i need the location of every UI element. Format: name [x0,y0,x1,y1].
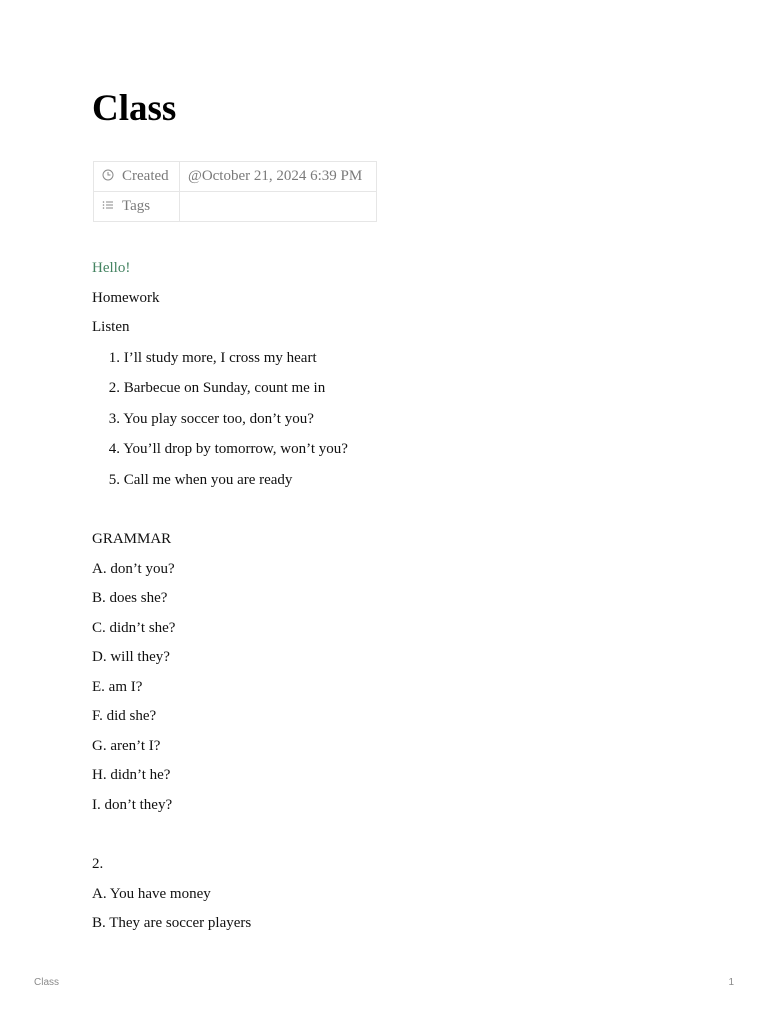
list-item [92,465,692,496]
empty-block [92,820,692,850]
properties-table [93,161,377,222]
homework-text: Homework [92,289,160,306]
page-content [92,254,692,939]
list-item [92,434,692,465]
grammar-item: E. am I? [92,678,143,695]
grammar-item: H. didn’t he? [92,767,171,783]
page-number: 1 [728,977,734,988]
list-item-number: 4. [108,441,120,457]
hello-text: Hello! [92,260,131,276]
grammar-item: I. don’t they? [92,796,173,813]
list-item [92,373,692,404]
list-item-number: 3. [108,410,120,427]
list-item-text: You’ll drop by tomorrow, won’t you? [123,441,348,457]
footer-title: Class [34,977,60,988]
property-value-created[interactable]: @October 21, 2024 6:39 PM [180,162,377,192]
grammar-item: D. will they? [92,649,170,665]
grammar-heading: GRAMMAR [92,531,172,547]
list-item-text: Call me when you are ready [123,471,293,488]
list-icon [102,199,114,211]
list-item [92,343,692,374]
grammar-item: G. aren’t I? [92,737,161,754]
list-item-number: 1. [108,349,120,366]
list-item [92,404,692,435]
property-row-created [94,162,377,192]
grammar-item: A. don’t you? [92,560,175,577]
property-name-cell [94,162,180,192]
list-item-number: 2. [108,380,120,396]
grammar-item: B. does she? [92,590,168,606]
property-name-cell [94,192,180,222]
listen-list [92,343,692,496]
property-value-tags[interactable] [180,192,377,222]
grammar-item: C. didn’t she? [92,619,176,636]
section-2-item: A. You have money [92,885,211,902]
empty-block [92,495,692,525]
property-row-tags [94,192,377,222]
list-item-text: Barbecue on Sunday, count me in [123,380,326,396]
listen-text: Listen [92,319,130,335]
section-2-item: B. They are soccer players [92,915,252,931]
grammar-item: F. did she? [92,708,157,724]
list-item-text: You play soccer too, don’t you? [123,410,314,427]
page-title: Class [92,88,177,129]
list-item-number: 5. [108,471,120,488]
clock-icon [102,169,114,181]
section-2-heading: 2. [92,856,104,872]
property-name-tags: Tags [122,198,151,214]
property-name-created: Created [122,168,169,184]
list-item-text: I’ll study more, I cross my heart [123,349,317,366]
